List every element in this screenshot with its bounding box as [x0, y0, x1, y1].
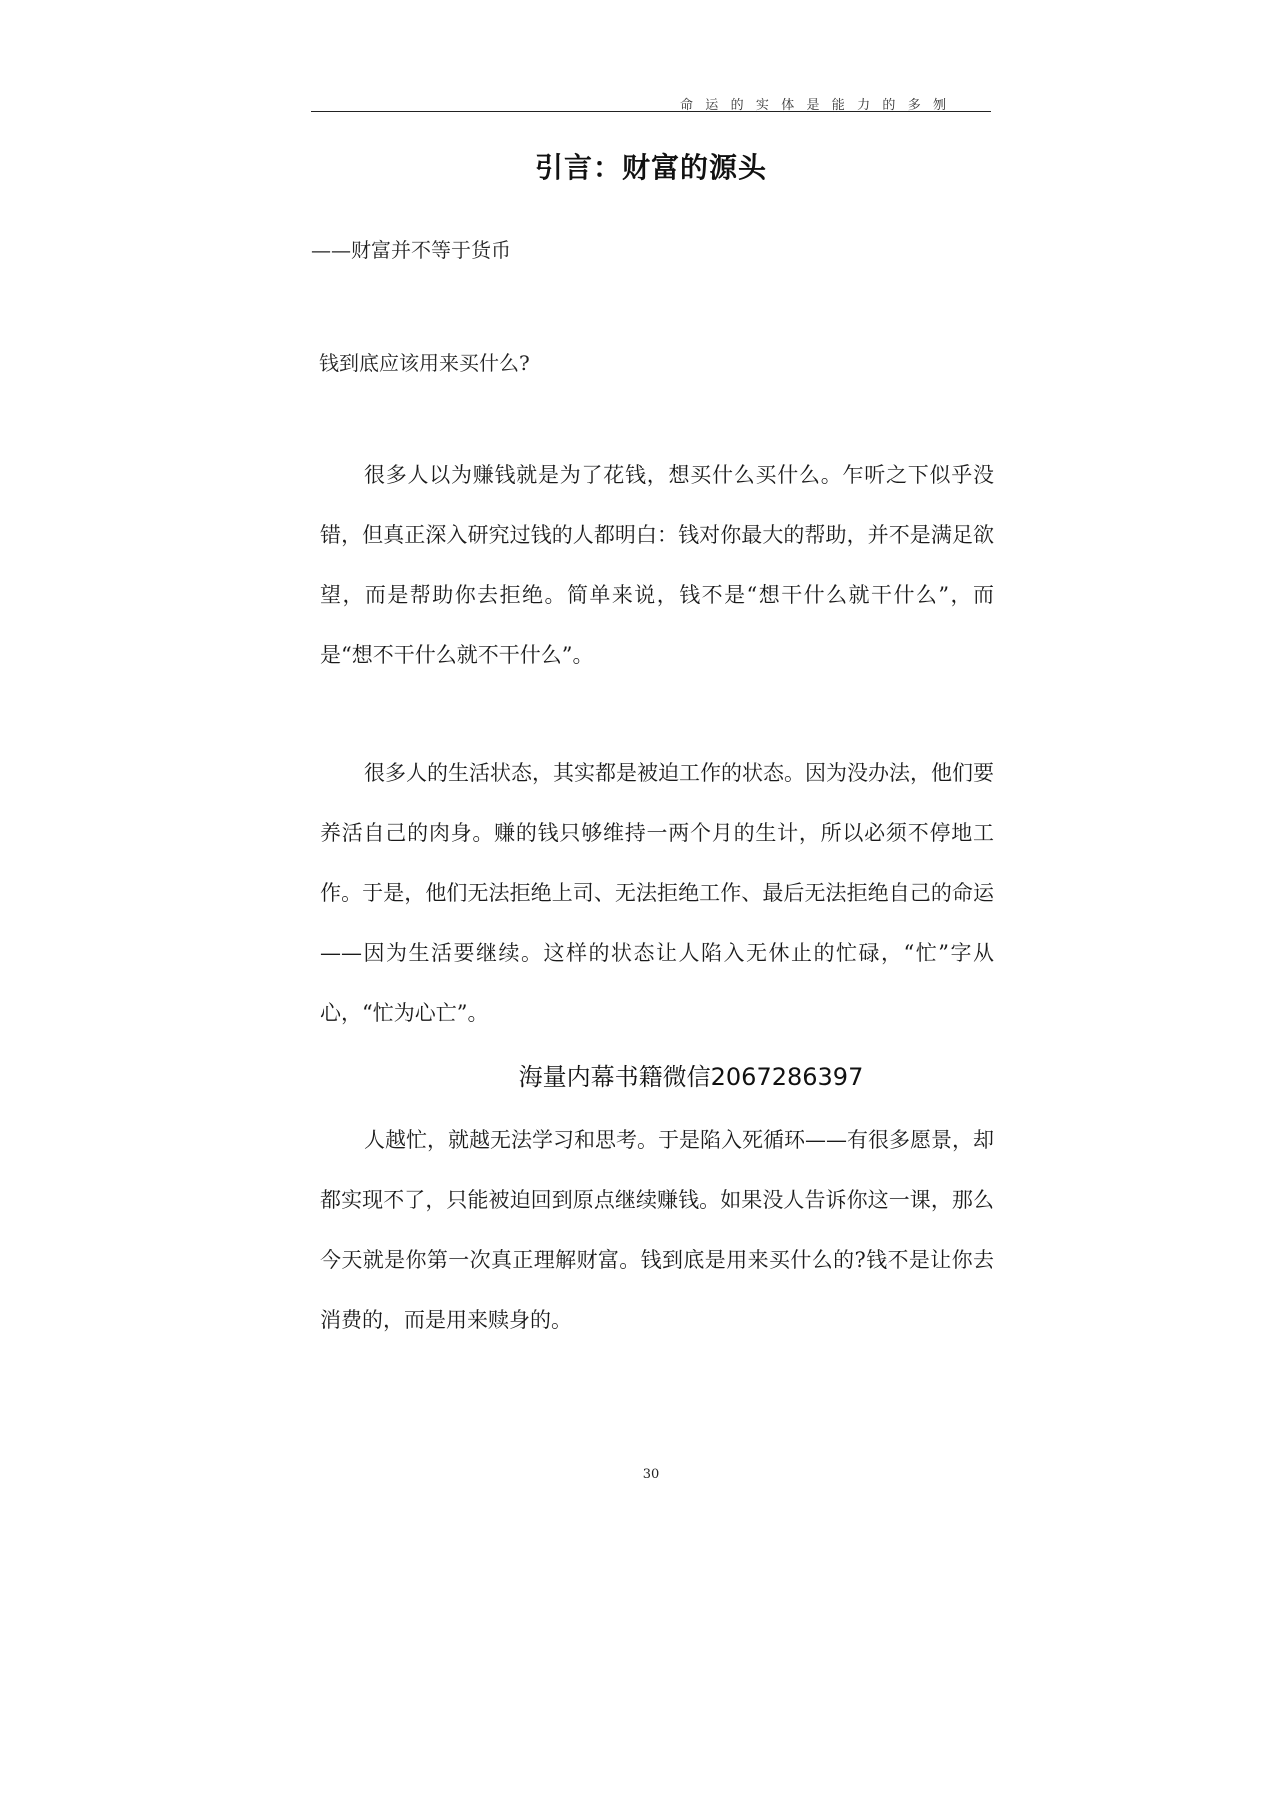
chapter-title: 引言：财富的源头 — [534, 151, 767, 184]
chapter-subtitle: ——财富并不等于货币 — [311, 238, 511, 262]
watermark-text: 海量内幕书籍微信2067286397 — [518, 1063, 864, 1091]
header-rule — [311, 111, 991, 112]
body-paragraph: 很多人以为赚钱就是为了花钱，想买什么买什么。乍听之下似乎没错，但真正深入研究过钱的人都明白：钱对你最大的帮助，并不是满足欲望，而是帮助你去拒绝。简单来说，钱不是“想干什么就干什么”，而是“想不干什么就不干什么”。 — [320, 463, 994, 667]
body-paragraph: 人越忙，就越无法学习和思考。于是陷入死循环——有很多愿景，却都实现不了，只能被迫回到原点继续赚钱。如果没人告诉你这一课，那么今天就是你第一次真正理解财富。钱到底是用来买什么的?钱不是让你去消费的，而是用来赎身的。 — [320, 1128, 994, 1332]
body-question: 钱到底应该用来买什么? — [319, 351, 530, 375]
running-header: 命运的实体是能力的多刎 — [680, 98, 959, 113]
body-paragraph: 很多人的生活状态，其实都是被迫工作的状态。因为没办法，他们要养活自己的肉身。赚的钱只够维持一两个月的生计，所以必须不停地工作。于是，他们无法拒绝上司、无法拒绝工作、最后无法拒绝自己的命运——因为生活要继续。这样的状态让人陷入无休止的忙碌，“忙”字从心，“忙为心亡”。 — [320, 761, 994, 1025]
page-number: 30 — [642, 1467, 660, 1482]
